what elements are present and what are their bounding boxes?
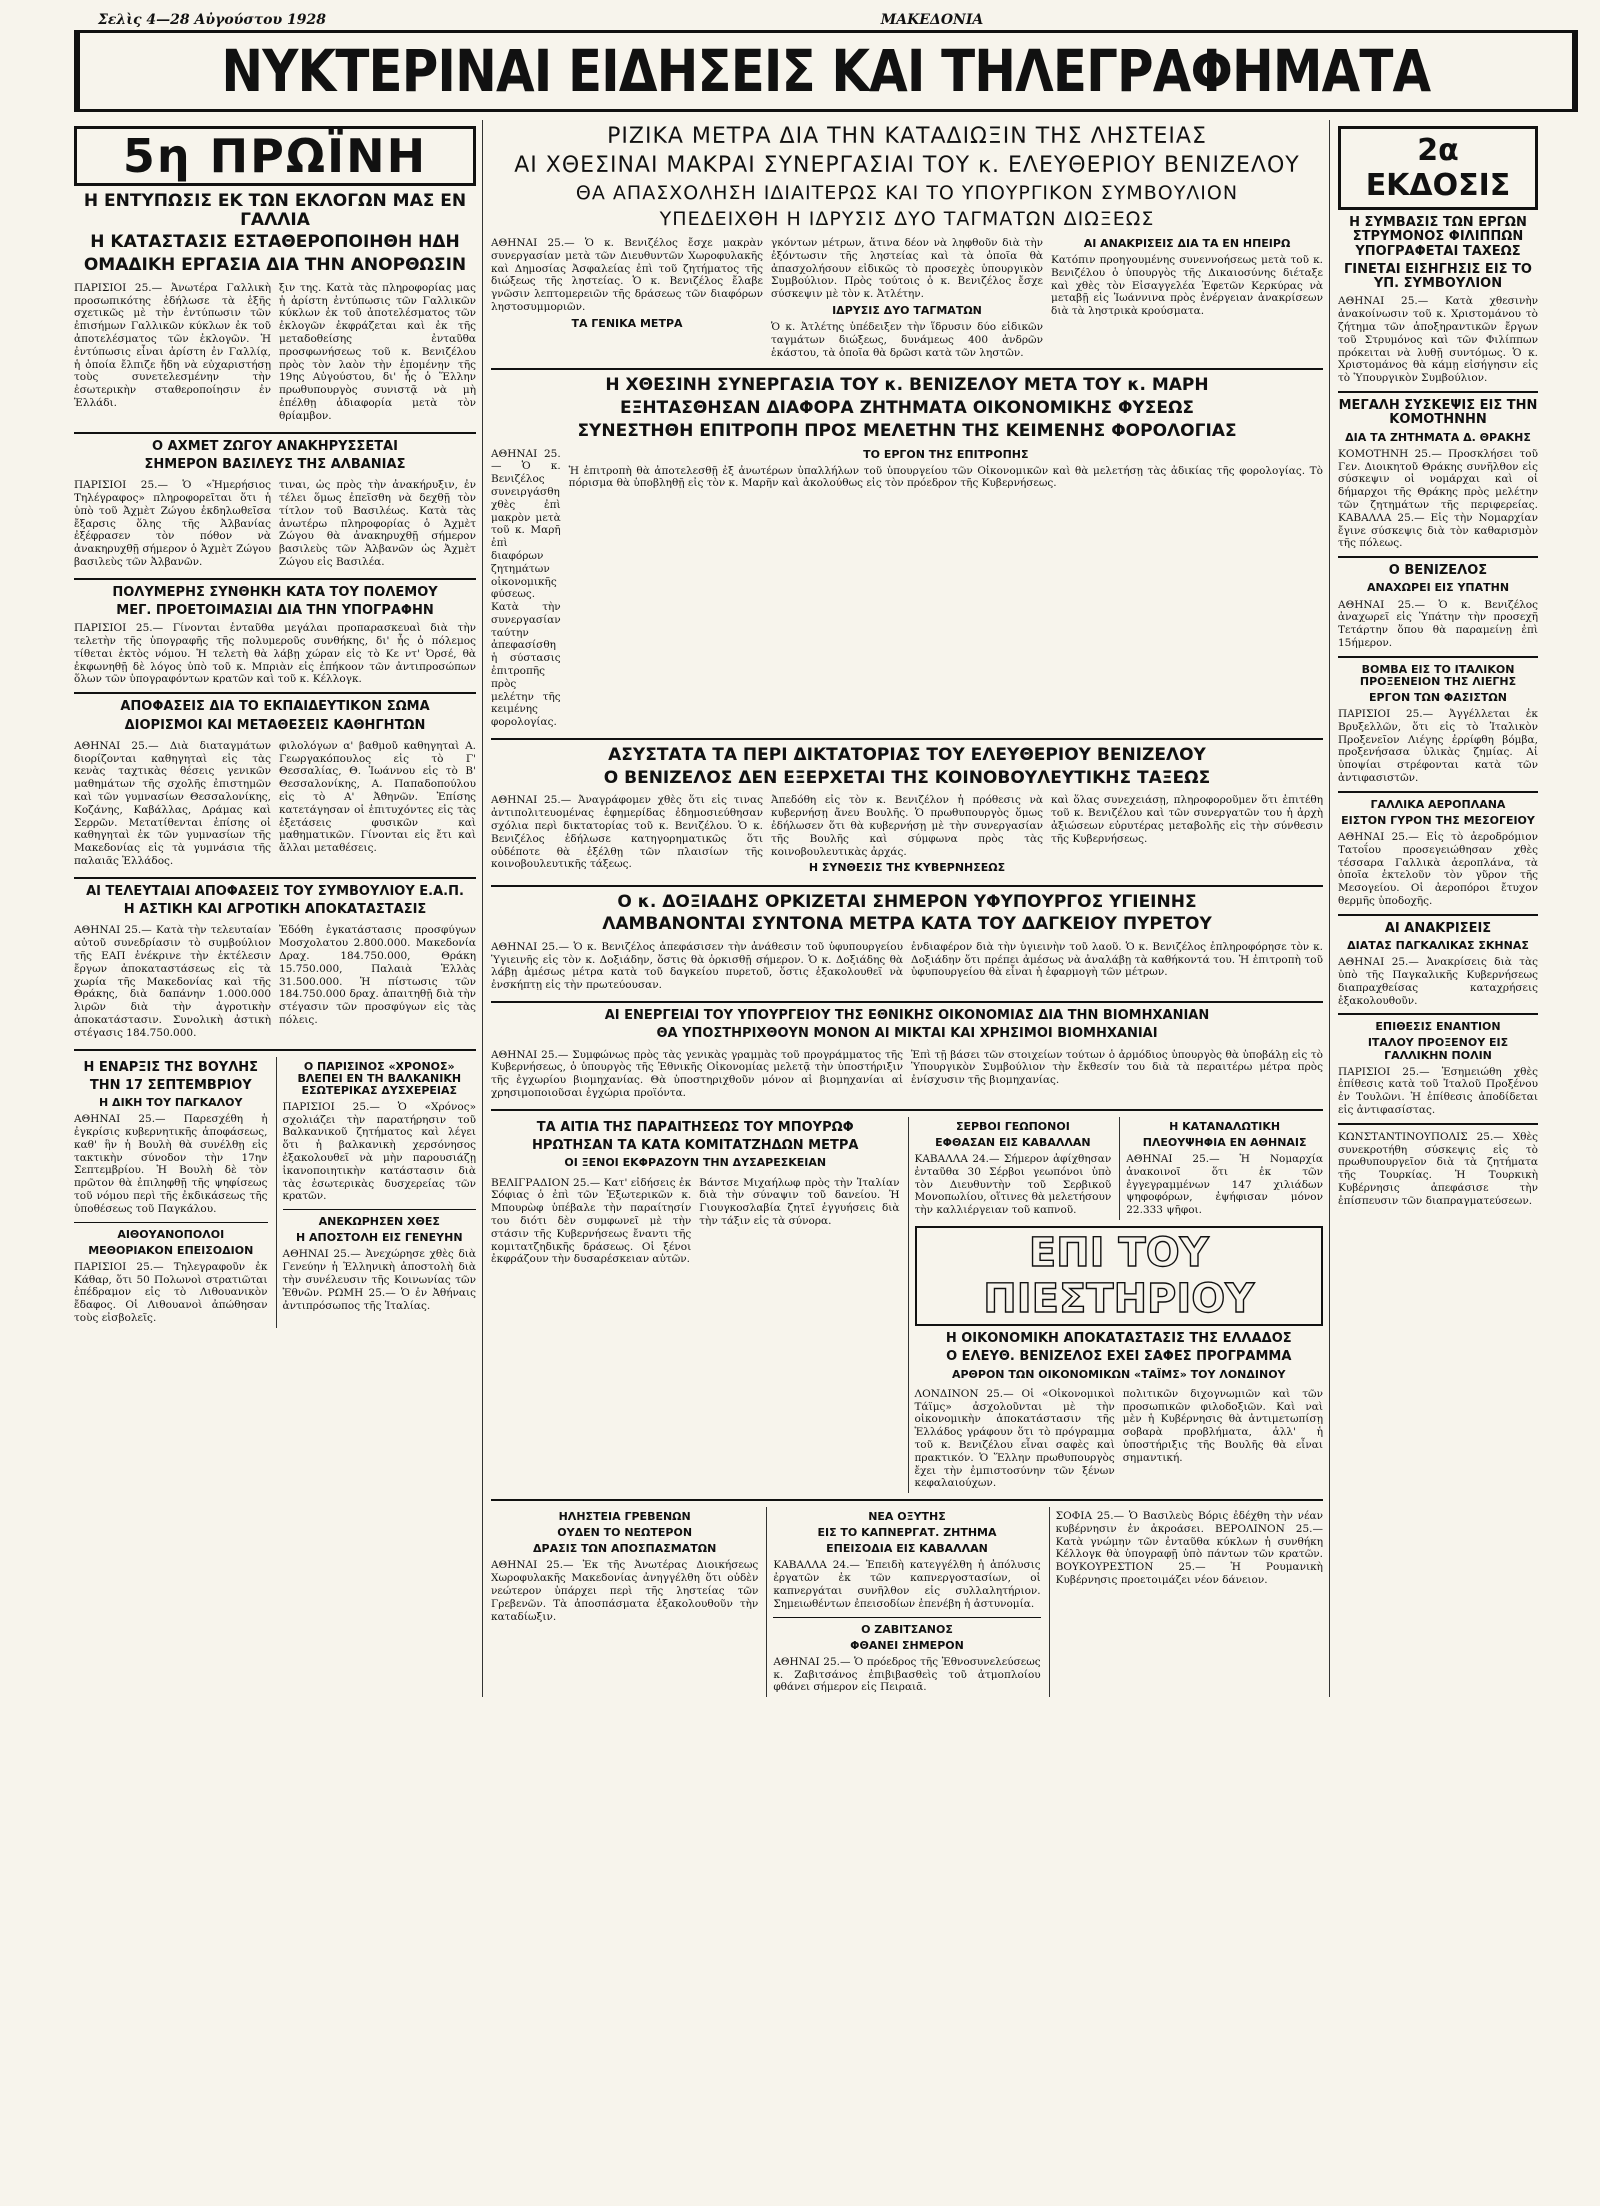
subheadline: ΕΡΓΟΝ ΤΩΝ ΦΑΣΙΣΤΩΝ [1369, 690, 1507, 704]
article-text: ΚΑΒΑΛΛΑ 24.— Σήμερον ἀφίχθησαν ἐνταῦθα 30 Σέρβοι γεωπόνοι ὑπὸ τὸν Διευθυντὴν τοῦ Σερβικοῦ Μονοπωλίου, οἵτινες θὰ μελετήσουν τὴν καλλιέργειαν τοῦ καπνοῦ. [914, 1153, 1112, 1217]
subheadline: ΛΑΜΒΑΝΟΝΤΑΙ ΣΥΝΤΟΝΑ ΜΕΤΡΑ ΚΑΤΑ ΤΟΥ ΔΑΓΚΕΙΟΥ ΠΥΡΕΤΟΥ [602, 914, 1212, 935]
newspaper-name: ΜΑΚΕΔΟΝΙΑ [880, 12, 984, 28]
article-text: ΣΟΦΙΑ 25.— Ὁ Βασιλεὺς Βόρις ἐδέχθη τὴν νέαν κυβέρνησιν ἐν ἀκροάσει. ΒΕΡΟΛΙΝΟΝ 25.— Κατὰ γνώμην τῶν ἐνταῦθα κύκλων ἡ συνθήκη Κέλλογκ θὰ ὑπογραφῇ ὑπὸ πάντων τῶν κρατῶν. ΒΟΥΚΟΥΡΕΣΤΙΟΝ 25.— Ἡ Ρουμανικὴ Κυβέρνησις προετοιμάζει νέον δάνειον. [1055, 1510, 1323, 1587]
headline: ΑΙ ΤΕΛΕΥΤΑΙΑΙ ΑΠΟΦΑΣΕΙΣ ΤΟΥ ΣΥΜΒΟΥΛΙΟΥ Ε.Α.Π. [86, 883, 464, 899]
article-burov [491, 1117, 900, 1493]
article-text: Ἐδόθη ἐγκατάστασις προσφύγων Μοσχολατου 2.800.000. Μακεδονία Δραχ. 184.750.000, Θράκη 15.750.000, Παλαιὰ Ἑλλὰς 31.500.000. Ἡ πίστωσις τῶν 184.750.000 δραχ. ἀπαιτηθῇ διὰ τὴν στέγασιν τῶν προσφύγων εἰς τὰς πόλεις. [279, 924, 476, 1026]
article-text: ΑΘΗΝΑΙ 25.— Ὁ κ. Βενιζέλος ἔσχε μακρὰν συνεργασίαν μετὰ τῶν Διευθυντῶν Χωροφυλακῆς καὶ Δημοσίας Ἀσφαλείας ἐπὶ τοῦ ζητήματος τῆς διώξεως τῆς ληστείας. Ὁ κ. Βενιζέλος ἔλαβε γνῶσιν λεπτομερειῶν τῆς δράσεως τῶν διαφόρων ληστοσυμμοριῶν. [491, 237, 763, 313]
headline: ΤΑ ΑΙΤΙΑ ΤΗΣ ΠΑΡΑΙΤΗΣΕΩΣ ΤΟΥ ΜΠΟΥΡΩΦ [536, 1119, 854, 1135]
article-serbian-agronomists [908, 1117, 1324, 1493]
subheadline: ΜΕΓ. ΠΡΟΕΤΟΙΜΑΣΙΑΙ ΔΙΑ ΤΗΝ ΥΠΟΓΡΑΦΗΝ [116, 602, 434, 618]
article-istanbul [1338, 1131, 1538, 1208]
subheadline: ΣΥΝΕΣΤΗΘΗ ΕΠΙΤΡΟΠΗ ΠΡΟΣ ΜΕΛΕΤΗΝ ΤΗΣ ΚΕΙΜΕΝΗΣ ΦΟΡΟΛΟΓΙΑΣ [577, 420, 1237, 441]
headline: Ο ΖΑΒΙΤΣΑΝΟΣ [861, 1622, 953, 1636]
article-text: πολιτικῶν διχογνωμιῶν καὶ τῶν προσωπικῶν φιλοδοξιῶν. Καὶ ναὶ μὲν ἡ Κυβέρνησις θὰ ἀντιμετωπίσῃ σοβαρὰ προβλήματα, ἀλλ' ἡ ὑποστήριξις τῆς Βουλῆς θὰ εἶναι σημαντική. [1122, 1387, 1323, 1464]
article-text: ΑΘΗΝΑΙ 25.— Ὁ κ. Βενιζέλος συνειργάσθη χθὲς ἐπὶ μακρὸν μετὰ τοῦ κ. Μαρῆ ἐπὶ διαφόρων ζητημάτων οἰκονομικῆς φύσεως. Κατὰ τὴν συνεργασίαν ταύτην ἀπεφασίσθη ἡ σύστασις ἐπιτροπῆς πρὸς μελέτην τῆς κειμένης φορολογίας. [491, 447, 561, 729]
section-heading: ΑΙ ΑΝΑΚΡΙΣΕΙΣ ΔΙΑ ΤΑ ΕΝ ΗΠΕΙΡΩ [1083, 237, 1291, 250]
article-text: ΠΑΡΙΣΙΟΙ 25.— Ἀνωτέρα Γαλλικὴ προσωπικότης ἐδήλωσε τὰ ἑξῆς σχετικῶς μὲ τὴν ἐντύπωσιν τῶν ἐπισήμων Γαλλικῶν κύκλων ἐκ τοῦ ἀποτελέσματος τῶν ἐκλογῶν. Ἡ ἐντύπωσις εἶναι ἀρίστη ἐν Γαλλίᾳ, ἡ ὁποία ἔλπιζε ἤδη νὰ εὐχαριστήσῃ τοὺς συνετελεσμένην τὴν ἐσωτερικὴν σταθεροποίησιν ἐν Ἑλλάδι. [74, 281, 271, 409]
headline: ΑΠΟΦΑΣΕΙΣ ΔΙΑ ΤΟ ΕΚΠΑΙΔΕΥΤΙΚΟΝ ΣΩΜΑ [120, 699, 430, 715]
section-heading: ΙΔΡΥΣΙΣ ΔΥΟ ΤΑΓΜΑΤΩΝ [832, 303, 982, 317]
headline: ΣΕΡΒΟΙ ΓΕΩΠΟΝΟΙ [955, 1119, 1070, 1133]
article-ypati [1338, 564, 1538, 650]
subheadline: ΑΙ ΧΘΕΣΙΝΑΙ ΜΑΚΡΑΙ ΣΥΝΕΡΓΑΣΙΑΙ ΤΟΥ κ. ΕΛΕΥΘΕΡΙΟΥ ΒΕΝΙΖΕΛΟΥ [514, 153, 1300, 178]
subheadline: ΠΛΕΟΥΨΗΦΙΑ ΕΝ ΑΘΗΝΑΙΣ [1142, 1135, 1307, 1149]
article-text: ΚΑΒΑΛΛΑ 24.— Ἐπειδὴ κατεγγέλθη ἡ ἀπόλυσις ἐργατῶν ἐκ τῶν καπνεργοστασίων, οἱ καπνεργάται συνῆλθον εἰς συλλαλητήριον. Σημειωθέντων ἐπεισοδίων ἐπενέβη ἡ ἀστυνομία. [773, 1559, 1041, 1610]
article-text: ΑΘΗΝΑΙ 25.— Συμφώνως πρὸς τὰς γενικὰς γραμμὰς τοῦ προγράμματος τῆς Κυβερνήσεως, ὁ ὑπουργὸς τῆς Ἐθνικῆς Οἰκονομίας μελετᾷ τὴν ὑποστήριξιν τῆς ἐγχωρίου βιομηχανίας. Θὰ ὑποστηριχθοῦν μόνον αἱ βιομηχανίαι αἱ χρησιμοποιοῦσαι ἐγχώρια προϊόντα. [491, 1048, 903, 1100]
banner-title: ΝΥΚΤΕΡΙΝΑΙ ΕΙΔΗΣΕΙΣ ΚΑΙ ΤΗΛΕΓΡΑΦΗΜΑΤΑ [221, 37, 1431, 105]
article-education [74, 700, 476, 871]
article-text: ΑΘΗΝΑΙ 25.— Ἀναγράφομεν χθὲς ὅτι εἰς τινας ἀντιπολιτευομένας ἐφημερίδας ἐδημοσιεύθησαν σχόλια περὶ δικτατορίας τοῦ κ. Βενιζέλου. Ὁ κ. Βενιζέλος ἐδήλωσε κατηγορηματικῶς ὅτι οὐδέποτε θὰ ἐξέλθῃ τῶν πλαισίων τῆς κοινοβουλευτικῆς τάξεως. [491, 794, 763, 871]
headline: ΑΙ ΕΝΕΡΓΕΙΑΙ ΤΟΥ ΥΠΟΥΡΓΕΙΟΥ ΤΗΣ ΕΘΝΙΚΗΣ ΟΙΚΟΝΟΜΙΑΣ ΔΙΑ ΤΗΝ ΒΙΟΜΗΧΑΝΙΑΝ [604, 1008, 1210, 1024]
subheadline: ΙΤΑΛΟΥ ΠΡΟΞΕΝΟΥ ΕΙΣ ΓΑΛΛΙΚΗΝ ΠΟΛΙΝ [1367, 1036, 1509, 1062]
article-text: ΑΘΗΝΑΙ 25.— Εἰς τὸ ἀεροδρόμιον Τατοΐου προσεγειώθησαν χθὲς τέσσαρα Γαλλικὰ ἀεροπλάνα, τὰ ὁποῖα ἐκτελοῦν τὸν γῦρον τῆς Μεσογείου. Οἱ ἀεροπόροι ἔτυχον θερμῆς ὑποδοχῆς. [1338, 830, 1538, 907]
edition-label: 5η ΠΡΩΪΝΗ [122, 129, 428, 183]
article-text: ΠΑΡΙΣΙΟΙ 25.— Ἀγγέλλεται ἐκ Βρυξελλῶν, ὅτι εἰς τὸ Ἰταλικὸν Προξενεῖον Λιέγης ἐρρίφθη βόμβα, προξενήσασα ὑλικὰς ζημίας. Αἱ ὑποψίαι στρέφονται κατὰ τῶν ἀντιφασιστῶν. [1338, 707, 1538, 784]
article-doxiadis [491, 893, 1323, 996]
headline: ΑΙ ΑΝΑΚΡΙΣΕΙΣ [1384, 920, 1492, 936]
article-text: ΑΘΗΝΑΙ 25.— Παρεσχέθη ἡ ἐγκρίσις κυβερνητικῆς ἀποφάσεως, καθ' ἣν ἡ Βουλὴ θὰ συνέλθῃ εἰς τακτικὴν σύνοδον τὴν 17ην Σεπτεμβρίου. Ἡ Βουλὴ δὲ τὸν πρῶτον θὰ ἐπιληφθῇ τῆς ψηφίσεως τοῦ νόμου περὶ τῆς ἐκδικάσεως τῆς ὑποθέσεως τοῦ Παγκάλου. [74, 1113, 268, 1215]
bottom-left-articles [74, 1057, 476, 1328]
article-text: ΑΘΗΝΑΙ 25.— Κατὰ χθεσινὴν ἀνακοίνωσιν τοῦ κ. Χριστομάνου τὸ ζήτημα τῶν ἀποξηραντικῶν ἔργων τοῦ Στρυμόνος καὶ τῶν Φιλίππων πρόκειται νὰ λυθῇ συντόμως. Ὁ κ. Χριστομάνος θὰ κάμῃ εἰσήγησιν εἰς τὸ Ὑπουργικὸν Συμβούλιον. [1338, 295, 1538, 385]
subheadline: ΑΡΘΡΟΝ ΤΩΝ ΟΙΚΟΝΟΜΙΚΩΝ «ΤΑΪΜΣ» ΤΟΥ ΛΟΝΔΙΝΟΥ [951, 1367, 1286, 1381]
subheadline: ΕΠΕΙΣΟΔΙΑ ΕΙΣ ΚΑΒΑΛΛΑΝ [826, 1542, 988, 1556]
article-text: ΑΘΗΝΑΙ 25.— Ὁ κ. Βενιζέλος ἀναχωρεῖ εἰς Ὑπάτην τὴν προσεχῆ Τετάρτην ὅπου θὰ παραμείνῃ ἐπὶ 15ήμερον. [1338, 598, 1538, 649]
headline: ΒΟΜΒΑ ΕΙΣ ΤΟ ΙΤΑΛΙΚΟΝ ΠΡΟΞΕΝΕΙΟΝ ΤΗΣ ΛΙΕΓΗΣ [1359, 662, 1517, 688]
article-text: ΠΑΡΙΣΙΟΙ 25.— Ἐσημειώθη χθὲς ἐπίθεσις κατὰ τοῦ Ἰταλοῦ Προξένου ἐν Τουλῶνι. Ἡ ἐπίθεσις ἀποδίδεται εἰς ἀντιφασίστας. [1338, 1065, 1538, 1116]
subheadline: ΕΞΗΤΑΣΘΗΣΑΝ ΔΙΑΦΟΡΑ ΖΗΤΗΜΑΤΑ ΟΙΚΟΝΟΜΙΚΗΣ ΦΥΣΕΩΣ [619, 398, 1195, 419]
headline: ΑΝΕΚΩΡΗΣΕΝ ΧΘΕΣ [318, 1215, 440, 1229]
subheadline: ΕΙΣ ΤΟ ΚΑΠΝΕΡΓΑΤ. ΖΗΤΗΜΑ [817, 1526, 997, 1540]
article-industry [491, 1009, 1323, 1103]
subheadline: ΕΙΣΤΟΝ ΓΥΡΟΝ ΤΗΣ ΜΕΣΟΓΕΙΟΥ [1341, 813, 1535, 827]
article-text: ΑΘΗΝΑΙ 25.— Ὁ κ. Βενιζέλος ἀπεφάσισεν τὴν ἀνάθεσιν τοῦ ὑφυπουργείου Ὑγιεινῆς εἰς τὸν κ. Δοξιάδην, ὅστις θὰ ὁρκισθῇ σήμερον. Ὁ κ. Δοξιάδης θὰ λάβῃ ἀμέσως μέτρα κατὰ τοῦ δαγκείου πυρετοῦ, ὅστις ἐξακολουθεῖ νὰ ἐνσκήπτῃ εἰς τὴν πρωτεύουσαν. [491, 940, 903, 992]
article-text: Κατόπιν προηγουμένης συνεννοήσεως μετὰ τοῦ κ. Βενιζέλου ὁ ὑπουργὸς τῆς Δικαιοσύνης διέταξε καὶ χθὲς τὸν Εἰσαγγελέα Ἐφετῶν Κερκύρας νὰ μεταβῇ εἰς Ἰωάννινα πρὸς ἐνέργειαν ἀνακρίσεων διὰ τὰ ληστρικὰ κρούσματα. [1051, 254, 1323, 318]
right-column [1338, 120, 1538, 1697]
headline: ΗΛΗΣΤΕΙΑ ΓΡΕΒΕΝΩΝ [558, 1510, 691, 1524]
article-text: ΑΘΗΝΑΙ 25.— Ὁ πρόεδρος τῆς Ἐθνοσυνελεύσεως κ. Ζαβιτσάνος ἐπιβιβασθεὶς τοῦ ἀτμοπλοίου φθάνει σήμερον εἰς Πειραιᾶ. [773, 1655, 1041, 1694]
article-text: ΚΩΝΣΤΑΝΤΙΝΟΥΠΟΛΙΣ 25.— Χθὲς συνεκροτήθη σύσκεψις εἰς τὸ πρωθυπουργεῖον διὰ τὰ ζητήματα τῆς Τουρκίας. Ἡ Τουρκικὴ Κυβέρνησις ἀπεφάσισε τὴν ἐπίσπευσιν τῶν διαπραγματεύσεων. [1338, 1130, 1538, 1207]
article-text: φιλολόγων α' βαθμοῦ καθηγηταὶ Α. Γεωργακόπουλος εἰς τὸ Γ' Θεσσαλίας, Θ. Ἰωάννου εἰς τὸ Β' Θεσσαλονίκης, Α. Παπαδοπούλου εἰς τὸ Α' Ἀθηνῶν. Ἐπίσης κατετάγησαν οἱ ἐπιτυχόντες εἰς τὰς ἐξετάσεις φυσικῶν καὶ μαθηματικῶν. Γίνονται εἰς ἔτι καὶ ἄλλαι μεταθέσεις. [279, 739, 476, 855]
section-heading: ΤΑ ΓΕΝΙΚΑ ΜΕΤΡΑ [571, 316, 683, 330]
article-consul-attack [1338, 1021, 1538, 1116]
article-text: ΑΘΗΝΑΙ 25.— Ἀνακρίσεις διὰ τὰς ὑπὸ τῆς Παγκαλικῆς Κυβερνήσεως διαπραχθείσας καταχρήσεις ἐξακολουθοῦν. [1338, 956, 1538, 1007]
article-text: ΠΑΡΙΣΙΟΙ 25.— Τηλεγραφοῦν ἐκ Κάθαρ, ὅτι 50 Πολωνοὶ στρατιῶται ἐπέδραμον εἰς τὸ Λιθουανικὸν ἔδαφος. Οἱ Λιθουανοὶ ἀπώθησαν τοὺς εἰσβολεῖς. [74, 1260, 268, 1325]
masthead-banner [74, 30, 1578, 112]
headline: ΑΣΥΣΤΑΤΑ ΤΑ ΠΕΡΙ ΔΙΚΤΑΤΟΡΙΑΣ ΤΟΥ ΕΛΕΥΘΕΡΙΟΥ ΒΕΝΙΖΕΛΟΥ [608, 745, 1206, 766]
headline: ΡΙΖΙΚΑ ΜΕΤΡΑ ΔΙΑ ΤΗΝ ΚΑΤΑΔΙΩΞΙΝ ΤΗΣ ΛΗΣΤΕΙΑΣ [607, 124, 1207, 149]
headline: ΝΕΑ ΟΞΥΤΗΣ [868, 1510, 946, 1524]
article-maris [491, 376, 1323, 732]
article-text: ΠΑΡΙΣΙΟΙ 25.— Γίνονται ἐνταῦθα μεγάλαι προπαρασκευαὶ διὰ τὴν τελετὴν τῆς ὑπογραφῆς τῆς πολυμεροῦς συνθήκης, δι' ἧς ὁ πόλεμος τίθεται ἐκτὸς νόμου. Ἡ τελετὴ θὰ λάβῃ χώραν εἰς τὸ Κε ντ' Ὀρσέ, θὰ ἐκφωνηθῇ δὲ λόγος ὑπὸ τοῦ κ. Μπριὰν εἰς ἐπήκοον τῶν ἀντιπροσώπων ὅλων τῶν ὑπογραφόντων κρατῶν καὶ τοῦ κ. Κέλλογκ. [74, 622, 476, 686]
headline: Ο ΠΑΡΙΣΙΝΟΣ «ΧΡΟΝΟΣ» ΒΛΕΠΕΙ ΕΝ ΤΗ ΒΑΛΚΑΝΙΚΗ ΕΣΩΤΕΡΙΚΑΣ ΔΥΣΧΕΡΕΙΑΣ [297, 1059, 462, 1097]
columns [74, 120, 1578, 1697]
mid-row [491, 1117, 1323, 1493]
page-date: Σελὶς 4—28 Αὐγούστου 1928 [98, 12, 326, 28]
article-text: ξιν της. Κατὰ τὰς πληροφορίας μας ἡ ἀρίστη ἐντύπωσις τῶν Γαλλικῶν κύκλων ἐκ τοῦ ἀποτελέσματος τῶν ἐκλογῶν ἐκφράζεται καὶ ἐκ τῆς μεταδοθείσης ἐνταῦθα προσφωνήσεως τοῦ κ. Βενιζέλου πρὸς τὸν λαὸν τὴν ἐπομένην τῆς 19ης Αὐγούστου, δι' ἧς ὁ Ἕλλην πρωθυπουργὸς συνιστᾷ νὰ μὴ ἐπέλθῃ ἀδιαφορία μετὰ τὸν θρίαμβον. [279, 281, 476, 422]
headline: Η ΕΝΤΥΠΩΣΙΣ ΕΚ ΤΩΝ ΕΚΛΟΓΩΝ ΜΑΣ ΕΝ ΓΑΛΛΙΑ [83, 191, 467, 230]
page-topline [74, 8, 1578, 28]
article-liege-bomb [1338, 664, 1538, 785]
article-parliament [74, 1057, 268, 1328]
subheadline: ΤΗΝ 17 ΣΕΠΤΕΜΒΡΙΟΥ [89, 1077, 252, 1093]
subheadline: ΓΙΝΕΤΑΙ ΕΙΣΗΓΗΣΙΣ ΕΙΣ ΤΟ ΥΠ. ΣΥΜΒΟΥΛΙΟΝ [1344, 261, 1532, 292]
subheadline: ΔΙΟΡΙΣΜΟΙ ΚΑΙ ΜΕΤΑΘΕΣΕΙΣ ΚΑΘΗΓΗΤΩΝ [124, 717, 426, 733]
section-heading: ΤΟ ΕΡΓΟΝ ΤΗΣ ΕΠΙΤΡΟΠΗΣ [863, 447, 1029, 461]
article-text: Βάντσε Μιχαήλωφ πρὸς τὴν Ἰταλίαν διὰ τὴν σύναψιν τοῦ δανείου. Ἡ Γιουγκοσλαβία ζητεῖ ἐγγυήσεις διὰ τὴν τάξιν εἰς τὰ σύνορα. [699, 1176, 900, 1227]
article-dictatorship [491, 746, 1323, 878]
subheadline: Η ΔΙΚΗ ΤΟΥ ΠΑΓΚΑΛΟΥ [99, 1096, 243, 1110]
headline: Ο ΑΧΜΕΤ ΖΩΓΟΥ ΑΝΑΚΗΡΥΣΣΕΤΑΙ [152, 438, 398, 454]
article-text: Ὁ κ. Ἀτλέτης ὑπέδειξεν τὴν ἵδρυσιν δύο εἰδικῶν ταγμάτων διώξεως, δυνάμεως 400 ἀνδρῶν ἑκάστου, τὰ ὁποῖα θὰ δρῶσι κατὰ τῶν ληστῶν. [771, 321, 1043, 359]
article-komotini [1338, 399, 1538, 550]
article-text: ΑΘΗΝΑΙ 25.— Ἡ Νομαρχία ἀνακοινοῖ ὅτι ἐκ τῶν ἐγγεγραμμένων 147 χιλιάδων ψηφοφόρων, ἐψήφισαν μόνον 22.333 ψῆφοι. [1126, 1153, 1323, 1217]
center-column [491, 120, 1330, 1697]
subheadline: ΔΙΑΤΑΣ ΠΑΓΚΑΛΙΚΑΣ ΣΚΗΝΑΣ [1347, 939, 1529, 953]
article-french-planes [1338, 799, 1538, 908]
article-text: Ἐπὶ τῇ βάσει τῶν στοιχείων τούτων ὁ ἀρμόδιος ὑπουργὸς θὰ ὑποβάλῃ εἰς τὸ Ὑπουργικὸν Συμβούλιον τὴν ἔκθεσίν του διὰ τὰ περαιτέρω μέτρα πρὸς ἐνίσχυσιν τῆς βιομηχανίας. [911, 1048, 1323, 1087]
edition-box [1338, 126, 1538, 210]
subheadline: Η ΑΣΤΙΚΗ ΚΑΙ ΑΓΡΟΤΙΚΗ ΑΠΟΚΑΤΑΣΤΑΣΙΣ [123, 902, 427, 918]
article-text: ΒΕΛΙΓΡΑΔΙΟΝ 25.— Κατ' εἰδήσεις ἐκ Σόφιας ὁ ἐπὶ τῶν Ἐξωτερικῶν κ. Μπουρὼφ ὑπέβαλε τὴν παραίτησίν του διότι δὲν συμφωνεῖ μὲ τὴν στάσιν τῆς Κυβερνήσεως ἔναντι τῆς κομιτατζηδικῆς δράσεως. Οἱ ξένοι ἐκφράζουν τὴν δυσαρέσκειαν αὐτῶν. [491, 1176, 692, 1266]
subheadline: ΘΑ ΥΠΟΣΤΗΡΙΧΘΟΥΝ ΜΟΝΟΝ ΑΙ ΜΙΚΤΑΙ ΚΑΙ ΧΡΗΣΙΜΟΙ ΒΙΟΜΗΧΑΝΙΑΙ [656, 1026, 1158, 1042]
subheadline: ΟΙ ΞΕΝΟΙ ΕΚΦΡΑΖΟΥΝ ΤΗΝ ΔΥΣΑΡΕΣΚΕΙΑΝ [564, 1156, 827, 1170]
article-text: ΑΘΗΝΑΙ 25.— Ἐκ τῆς Ἀνωτέρας Διοικήσεως Χωροφυλακῆς Μακεδονίας ἀνηγγέλθη ὅτι οὐδὲν νεώτερον ὑπάρχει περὶ τῆς ληστείας τῶν Γρεβενῶν. Τὰ ἀποσπάσματα ἐξακολουθοῦν τὴν καταδίωξιν. [491, 1559, 759, 1623]
article-text: Ἡ ἐπιτροπὴ θὰ ἀποτελεσθῇ ἐξ ἀνωτέρων ὑπαλλήλων τοῦ ὑπουργείου τῶν Οἰκονομικῶν καὶ θὰ μελετήσῃ τὰς ἀδικίας τῆς φορολογίας. Τὸ πόρισμα θὰ ὑποβληθῇ εἰς τὸν κ. Μαρῆν καὶ ἀκολούθως εἰς τὸν πρόεδρον τῆς Κυβερνήσεως. [568, 464, 1323, 490]
subheadline: Ο ΒΕΝΙΖΕΛΟΣ ΔΕΝ ΕΞΕΡΧΕΤΑΙ ΤΗΣ ΚΟΙΝΟΒΟΥΛΕΥΤΙΚΗΣ ΤΑΞΕΩΣ [603, 767, 1211, 788]
article-chronos [276, 1057, 477, 1328]
subheadline: ΘΑ ΑΠΑΣΧΟΛΗΣΗ ΙΔΙΑΙΤΕΡΩΣ ΚΑΙ ΤΟ ΥΠΟΥΡΓΙΚΟΝ ΣΥΜΒΟΥΛΙΟΝ [575, 182, 1239, 204]
subheadline: ΟΜΑΔΙΚΗ ΕΡΓΑΣΙΑ ΔΙΑ ΤΗΝ ΑΝΟΡΘΩΣΙΝ [83, 255, 467, 276]
headline: Η ΣΥΜΒΑΣΙΣ ΤΩΝ ΕΡΓΩΝ ΣΤΡΥΜΟΝΟΣ ΦΙΛΙΠΠΩΝ ΥΠΟΓΡΑΦΕΤΑΙ ΤΑΧΕΩΣ [1349, 215, 1527, 259]
subheadline: ΣΗΜΕΡΟΝ ΒΑΣΙΛΕΥΣ ΤΗΣ ΑΛΒΑΝΙΑΣ [144, 456, 406, 472]
headline: Η ΕΝΑΡΞΙΣ ΤΗΣ ΒΟΥΛΗΣ [83, 1059, 259, 1075]
article-tobacco-workers [766, 1507, 1040, 1697]
left-column [74, 120, 483, 1697]
subheadline: Η ΑΠΟΣΤΟΛΗ ΕΙΣ ΓΕΝΕΥΗΝ [295, 1231, 463, 1245]
subheadline: ΔΡΑΣΙΣ ΤΩΝ ΑΠΟΣΠΑΣΜΑΤΩΝ [533, 1542, 717, 1556]
headline: ΑΙΘΟΥΑΝΟΠΟΛΟΙ [117, 1227, 225, 1241]
article-text: ἐνδιαφέρον διὰ τὴν ὑγιεινὴν τοῦ λαοῦ. Ὁ κ. Βενιζέλος ἐπληροφόρησε τὸν κ. Δοξιάδην ὅτι πρέπει ἀμέσως νὰ ἀναλάβῃ τὰ καθήκοντά του. Ἡ ἐπιτροπὴ τοῦ ὑφυπουργείου θὰ εἶναι ἡ ἐφαρμογὴ τῶν μέτρων. [911, 940, 1323, 979]
headline: ΕΠΙΘΕΣΙΣ ΕΝΑΝΤΙΟΝ [1375, 1020, 1501, 1034]
headline: Ο κ. ΔΟΞΙΑΔΗΣ ΟΡΚΙΖΕΤΑΙ ΣΗΜΕΡΟΝ ΥΦΥΠΟΥΡΓΟΣ ΥΓΙΕΙΝΗΣ [617, 891, 1197, 912]
article-grevena [491, 1507, 758, 1697]
article-eap [74, 885, 476, 1043]
article-text: ΚΟΜΟΤΗΝΗ 25.— Προσκλήσει τοῦ Γεν. Διοικητοῦ Θράκης συνῆλθον εἰς σύσκεψιν οἱ νομάρχαι καὶ οἱ δήμαρχοι τῆς Θράκης πρὸς μελέτην τῶν ζητημάτων τῆς περιφερείας. ΚΑΒΑΛΛΑ 25.— Εἰς τὴν Νομαρχίαν ἔγινε σύσκεψις διὰ τὸν καθαρισμὸν τῆς πόλεως. [1338, 447, 1538, 550]
subheadline: Ο ΕΛΕΥΘ. ΒΕΝΙΖΕΛΟΣ ΕΧΕΙ ΣΑΦΕΣ ΠΡΟΓΡΑΜΜΑ [946, 1349, 1292, 1365]
edition-box [74, 126, 476, 186]
subheadline: ΑΝΑΧΩΡΕΙ ΕΙΣ ΥΠΑΤΗΝ [1366, 581, 1510, 595]
article-inquiries [1338, 922, 1538, 1008]
headline: ΠΟΛΥΜΕΡΗΣ ΣΥΝΘΗΚΗ ΚΑΤΑ ΤΟΥ ΠΟΛΕΜΟΥ [112, 584, 438, 600]
subheadline: ΕΦΘΑΣΑΝ ΕΙΣ ΚΑΒΑΛΛΑΝ [935, 1135, 1091, 1149]
subheadline: ΗΡΩΤΗΣΑΝ ΤΑ ΚΑΤΑ ΚΟΜΙΤΑΤΖΗΔΩΝ ΜΕΤΡΑ [532, 1138, 859, 1154]
article-text: ΠΑΡΙΣΙΟΙ 25.— Ὁ «Ἡμερήσιος Τηλέγραφος» πληροφορεῖται ὅτι ἡ ὑπὸ τοῦ Ἀχμὲτ Ζώγου ἐκδηλωθεῖσα ἔξαρσις ὅλης τῆς Ἀλβανίας ἐξέφρασεν τὸν πόθον νὰ ἀνακηρυχθῇ σήμερον ὁ Ἀχμὲτ Ζώγου βασιλεὺς τῶν Ἀλβανῶν. [74, 479, 271, 568]
article-text: ΑΘΗΝΑΙ 25.— Κατὰ τὴν τελευταίαν αὐτοῦ συνεδρίασιν τὸ συμβούλιον τῆς ΕΑΠ ἐνέκρινε τὴν ἐκτέλεσιν ἔργων ἀποκαταστάσεως εἰς τὰ χωρία τῆς Μακεδονίας καὶ τῆς Θράκης, διὰ δαπάνην 1.000.000 λιρῶν διὰ τὴν ἀγροτικὴν ἀποκατάστασιν. Συνολικὴ ἀστικὴ στέγασις 184.750.000. [74, 924, 271, 1039]
headline: Η ΟΙΚΟΝΟΜΙΚΗ ΑΠΟΚΑΤΑΣΤΑΣΙΣ ΤΗΣ ΕΛΛΑΔΟΣ [945, 1331, 1292, 1347]
article-elections-france [74, 192, 476, 426]
subheadline: ΦΘΑΝΕΙ ΣΗΜΕΡΟΝ [850, 1638, 964, 1652]
subheadline: ΥΠΕΔΕΙΧΘΗ Η ΙΔΡΥΣΙΣ ΔΥΟ ΤΑΓΜΑΤΩΝ ΔΙΩΞΕΩΣ [659, 208, 1155, 230]
article-text: τιναι, ὡς πρὸς τὴν ἀνακήρυξιν, ἐν τέλει ὅμως ἐπεῖσθη νὰ δεχθῇ τὸν τίτλον τοῦ Βασιλέως. Κατὰ τὰς ἀνωτέρω πληροφορίας ὁ Ἀχμὲτ Ζώγου θὰ ἀνακηρυχθῇ σήμερον βασιλεὺς τῶν Ἀλβανῶν ὡς Ἀχμὲτ Ζώγου εἰς Βασιλέα. [279, 479, 476, 568]
article-foreign-briefs [1049, 1507, 1323, 1697]
bottom-center-articles [491, 1507, 1323, 1697]
article-text: καὶ ὅλας συνεχειάσῃ, πληροφοροῦμεν ὅτι ἐπιτέθη τοῦ κ. Βενιζέλου καὶ τῶν συνεργατῶν του ἡ ἀρχὴ ἀξιώσεων εὐρυτέρας μεταβολῆς εἰς τὴν σύνθεσιν τῆς Κυβερνήσεως. [1051, 794, 1323, 845]
article-banditry [491, 124, 1323, 362]
article-text: γκόντων μέτρων, ἅτινα δέον νὰ ληφθοῦν διὰ τὴν ἐξόντωσιν τῆς ληστείας καὶ τὰ ὁποῖα θὰ ἀπασχολήσουν εἰδικῶς τὸ προσεχὲς ὑπουργικὸν Συμβούλιον. Πρὸς τούτοις ὁ κ. Βενιζέλος ἔσχε σύσκεψιν μὲ τὸν κ. Ἀτλέτην. [771, 237, 1043, 301]
article-zogu [74, 440, 476, 572]
headline: ΓΑΛΛΙΚΑ ΑΕΡΟΠΛΑΝΑ [1370, 797, 1506, 811]
subheadline: ΟΥΔΕΝ ΤΟ ΝΕΩΤΕΡΟΝ [557, 1526, 693, 1540]
edition-label: 2α ΕΚΔΟΣΙΣ [1365, 133, 1511, 203]
article-text: ΑΘΗΝΑΙ 25.— Ἀνεχώρησε χθὲς διὰ Γενεύην ἡ Ἑλληνικὴ ἀποστολὴ διὰ τὴν συνέλευσιν τῆς Κοινωνίας τῶν Ἐθνῶν. ΡΩΜΗ 25.— Ὁ ἐν Ἀθήναις ἀντιπρόσωπος τῆς Ἰταλίας. [282, 1248, 476, 1312]
article-text: ΠΑΡΙΣΙΟΙ 25.— Ὁ «Χρόνος» σχολιάζει τὴν παρατήρησιν τοῦ Βαλκανικοῦ ζητήματος καὶ λέγει ὅτι ἡ βαλκανικὴ χερσόνησος ἐξακολουθεῖ νὰ μὴν παρουσιάζῃ ἰκανοποιητικὴν κατάστασιν διὰ τὰς ἐσωτερικὰς δυσχερείας τῶν κρατῶν. [282, 1100, 476, 1203]
headline: Η ΚΑΤΑΝΑΛΩΤΙΚΗ [1169, 1119, 1281, 1133]
stop-press-banner: ΕΠΙ ΤΟΥ ΠΙΕΣΤΗΡΙΟΥ [915, 1226, 1324, 1326]
subheadline: ΔΙΑ ΤΑ ΖΗΤΗΜΑΤΑ Δ. ΘΡΑΚΗΣ [1345, 430, 1531, 444]
article-text: ΛΟΝΔΙΝΟΝ 25.— Οἱ «Οἰκονομικοὶ Τάϊμς» ἀσχολοῦνται μὲ τὴν οἰκονομικὴν ἀποκατάστασιν τῆς Ἑλλάδος γράφουν ὅτι τὸ πρόγραμμα τοῦ κ. Βενιζέλου εἶναι σαφὲς καὶ πρακτικόν. Ὁ Ἕλλην πρωθυπουργὸς ἔχει τὴν ἐμπιστοσύνην τῶν ξένων κεφαλαιούχων. [914, 1387, 1115, 1490]
article-kellogg-pact [74, 586, 476, 687]
headline: ΜΕΓΑΛΗ ΣΥΣΚΕΨΙΣ ΕΙΣ ΤΗΝ ΚΟΜΟΤΗΝΗΝ [1338, 398, 1538, 428]
headline: Η ΧΘΕΣΙΝΗ ΣΥΝΕΡΓΑΣΙΑ ΤΟΥ κ. ΒΕΝΙΖΕΛΟΥ ΜΕΤΑ ΤΟΥ κ. ΜΑΡΗ [605, 375, 1209, 396]
article-strymon [1338, 216, 1538, 385]
article-text: ΑΘΗΝΑΙ 25.— Διὰ διαταγμάτων διορίζονται καθηγηταὶ εἰς τὰς κενὰς ταχτικὰς θέσεις γενικῶν μαθημάτων τῆς σχολῆς ἐπιστημῶν καὶ τῶν γυμνασίων Θεσσαλονίκης, Κοζάνης, Καβάλλας, Δράμας καὶ Σερρῶν. Μετατίθενται ἐπίσης οἱ καθηγηταὶ ἐκ τῶν γυμνασίων τῆς Μακεδονίας εἰς τὰ γυμνάσια τῆς παλαιᾶς Ἑλλάδος. [74, 739, 271, 868]
subheadline: Η ΚΑΤΑΣΤΑΣΙΣ ΕΣΤΑΘΕΡΟΠΟΙΗΘΗ ΗΔΗ [90, 232, 460, 253]
section-heading: Η ΣΥΝΘΕΣΙΣ ΤΗΣ ΚΥΒΕΡΝΗΣΕΩΣ [808, 861, 1006, 875]
subheadline: ΜΕΘΟΡΙΑΚΟΝ ΕΠΕΙΣΟΔΙΟΝ [88, 1243, 254, 1257]
headline: Ο ΒΕΝΙΖΕΛΟΣ [1388, 563, 1488, 579]
article-text: Ἀπεδόθη εἰς τὸν κ. Βενιζέλον ἡ πρόθεσις νὰ κυβερνήσῃ ἄνευ Βουλῆς. Ὁ πρωθυπουργὸς ὅμως ἐδήλωσεν ὅτι θὰ κυβερνήσῃ μὲ τὴν συνεργασίαν τῆς Βουλῆς καὶ σύμφωνα πρὸς τὰς κοινοβουλευτικὰς ἀρχάς. [771, 794, 1043, 858]
